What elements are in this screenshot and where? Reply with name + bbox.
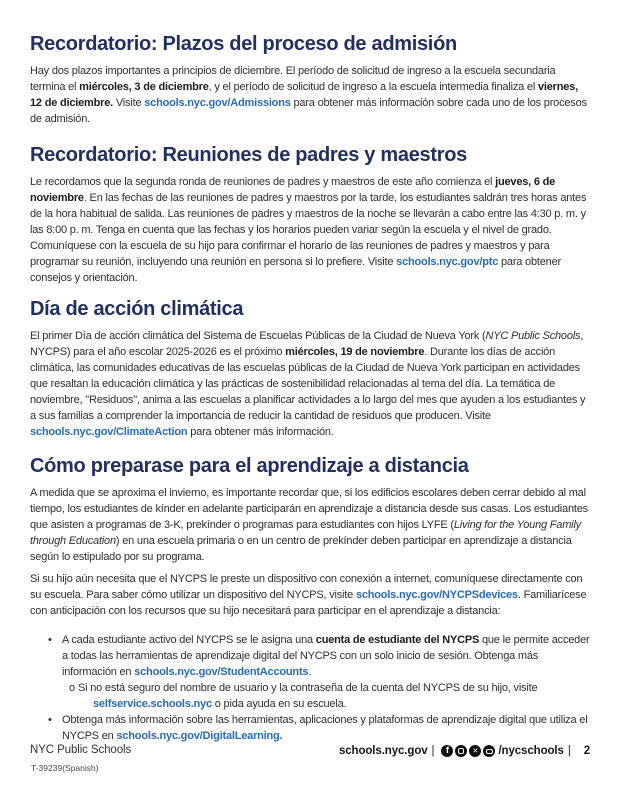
text-run: A medida que se aproxima el invierno, es importante recordar que, si los edificios escolares deben cerrar debido al mal tiempo, los estudiantes de kínder en adelante participarán en aprendizaje a distancia desde sus casas. Los estudiantes que asisten a programas de 3-K, prekínder o programas para estudiantes con hijos LYFE ( xyxy=(30,487,588,531)
paragraph xyxy=(30,485,590,565)
sub-list-item xyxy=(30,680,590,712)
page-number: 2 xyxy=(583,745,590,757)
text-run: cuenta de estudiante del NYCPS xyxy=(315,634,480,646)
inline-link[interactable]: schools.nyc.gov/Admissions xyxy=(144,97,291,109)
text-run: El primer Día de acción climática del Sistema de Escuelas Públicas de la Ciudad de Nueva York ( xyxy=(30,330,486,342)
text-run: Hay dos plazos importantes a principios de diciembre. El período de solicitud de ingreso a la escuela secundaria termina el xyxy=(30,65,556,93)
bullet-marker: o xyxy=(69,682,75,694)
footer-links xyxy=(339,745,590,757)
text-run: jueves, 6 de noviembre xyxy=(30,176,556,204)
section-heading-remote-learning: Cómo preparase para el aprendizaje a distancia xyxy=(30,455,469,477)
section-remote-learning xyxy=(30,455,590,744)
text-run: , NYCPS) para el año escolar 2025-2026 es el próximo xyxy=(30,330,584,358)
text-run: ) en una escuela primaria o en un centro de prekínder deben participar en aprendizaje a distancia según lo estipulado por su programa. xyxy=(30,535,572,563)
list-item xyxy=(30,712,590,744)
paragraph xyxy=(30,571,590,619)
section-heading-climate: Día de acción climática xyxy=(30,298,244,320)
x-icon[interactable]: ✕ xyxy=(469,745,481,757)
facebook-icon[interactable]: f xyxy=(441,745,453,757)
footer-social-handle[interactable]: /nycschools xyxy=(498,745,564,757)
text-run: . En las fechas de las reuniones de padres y maestros por la tarde, los estudiantes saldrán tres horas antes de la hora habitual de salida. Las reuniones de padres y maestros de la noche se llevarán a cabo entre las 4:30 p. m. y las 8:00 p. m. Tenga en cuenta que las fechas y los horarios pueden variar según la escuela y el nivel de grado. Comuníquese con la escuela de su hijo para confirmar el horario de las reuniones de padres y maestros y para programar su reunión, incluyendo una reunión en persona si lo prefiere. Visite xyxy=(30,192,587,268)
footer-website-link[interactable]: schools.nyc.gov xyxy=(338,745,428,757)
paragraph xyxy=(30,63,590,127)
inline-link[interactable]: schools.nyc.gov/StudentAccounts xyxy=(134,666,309,678)
text-run: Si su hijo aún necesita que el NYCPS le preste un dispositivo con conexión a internet, comuníquese directamente con su escuela. Para saber cómo utilizar un dispositivo del NYCPS, visite xyxy=(30,573,583,601)
bullet-text xyxy=(62,634,589,678)
bullet-marker: • xyxy=(48,634,52,646)
text-run: Visite xyxy=(113,97,145,109)
text-run: para obtener más información sobre cada uno de los procesos de admisión. xyxy=(30,97,587,125)
paragraph xyxy=(30,328,590,440)
section-parent-teacher-conferences xyxy=(30,144,590,292)
text-run: Living for the Young Family through Education xyxy=(30,519,581,547)
text-run: que le permite acceder a todas las herramientas de aprendizaje digital del NYCPS con un solo inicio de sesión. Obtenga más información en xyxy=(62,634,590,678)
inline-link[interactable]: schools.nyc.gov/NYCPSdevices xyxy=(355,589,518,601)
youtube-icon[interactable] xyxy=(483,745,495,757)
text-run: Si no está seguro del nombre de usuario y la contraseña de la cuenta del NYCPS de su hijo, visite xyxy=(78,682,538,694)
text-run: viernes, 12 de diciembre. xyxy=(30,81,578,109)
text-run: . xyxy=(308,666,312,678)
text-run: miércoles, 3 de diciembre xyxy=(79,81,209,93)
text-run: A cada estudiante activo del NYCPS se le asigna una xyxy=(62,634,316,646)
bullet-text xyxy=(62,714,587,742)
section-admissions xyxy=(30,33,590,133)
footer-separator: | xyxy=(567,745,571,757)
text-run: para obtener más información. xyxy=(187,426,334,438)
footer-organization: NYC Public Schools xyxy=(30,744,132,756)
inline-link[interactable]: schools.nyc.gov/DigitalLearning. xyxy=(116,730,283,742)
social-icon-row xyxy=(440,745,496,757)
footer-separator: | xyxy=(431,745,435,757)
text-run: NYC Public Schools xyxy=(485,330,581,342)
text-run: para obtener consejos y orientación. xyxy=(30,256,561,284)
section-heading-conferences: Recordatorio: Reuniones de padres y maestros xyxy=(30,144,467,166)
text-run: miércoles, 19 de noviembre xyxy=(285,346,425,358)
bullet-text xyxy=(78,682,537,710)
text-run: , y el período de solicitud de ingreso a la escuela intermedia finaliza el xyxy=(208,81,538,93)
text-run: o pida ayuda en su escuela. xyxy=(211,698,347,710)
bullet-list xyxy=(30,632,590,744)
text-run: Le recordamos que la segunda ronda de reuniones de padres y maestros de este año comienza el xyxy=(30,176,496,188)
section-heading-admissions: Recordatorio: Plazos del proceso de admisión xyxy=(30,33,457,55)
list-item xyxy=(30,632,590,680)
text-run: Obtenga más información sobre las herramientas, aplicaciones y plataformas de aprendizaje digital que utiliza el NYCPS en xyxy=(62,714,588,742)
paragraph xyxy=(30,174,590,286)
inline-link[interactable]: selfservice.schools.nyc xyxy=(93,698,212,710)
inline-link[interactable]: schools.nyc.gov/ptc xyxy=(396,256,499,268)
section-climate-action-day xyxy=(30,298,590,446)
footer-document-code: T-39239(Spanish) xyxy=(31,763,99,773)
text-run: . Durante los días de acción climática, las comunidades educativas de las escuelas públicas de la Ciudad de Nueva York participan en actividades que resaltan la educación climática y las prácticas de sostenibilidad relacionadas al tema del día. La temática de noviembre, "Residuos", anima a las escuelas a planificar actividades a lo largo del mes que ayuden a los estudiantes y a sus familias a comprender la importancia de reducir la cantidad de residuos que producen. Visite xyxy=(30,346,586,422)
instagram-icon[interactable] xyxy=(455,745,467,757)
inline-link[interactable]: schools.nyc.gov/ClimateAction xyxy=(30,426,188,438)
text-run: . Familiarícese con anticipación con los recursos que su hijo necesitará para participar en el aprendizaje a distancia: xyxy=(30,589,587,617)
bullet-marker: • xyxy=(48,714,52,726)
